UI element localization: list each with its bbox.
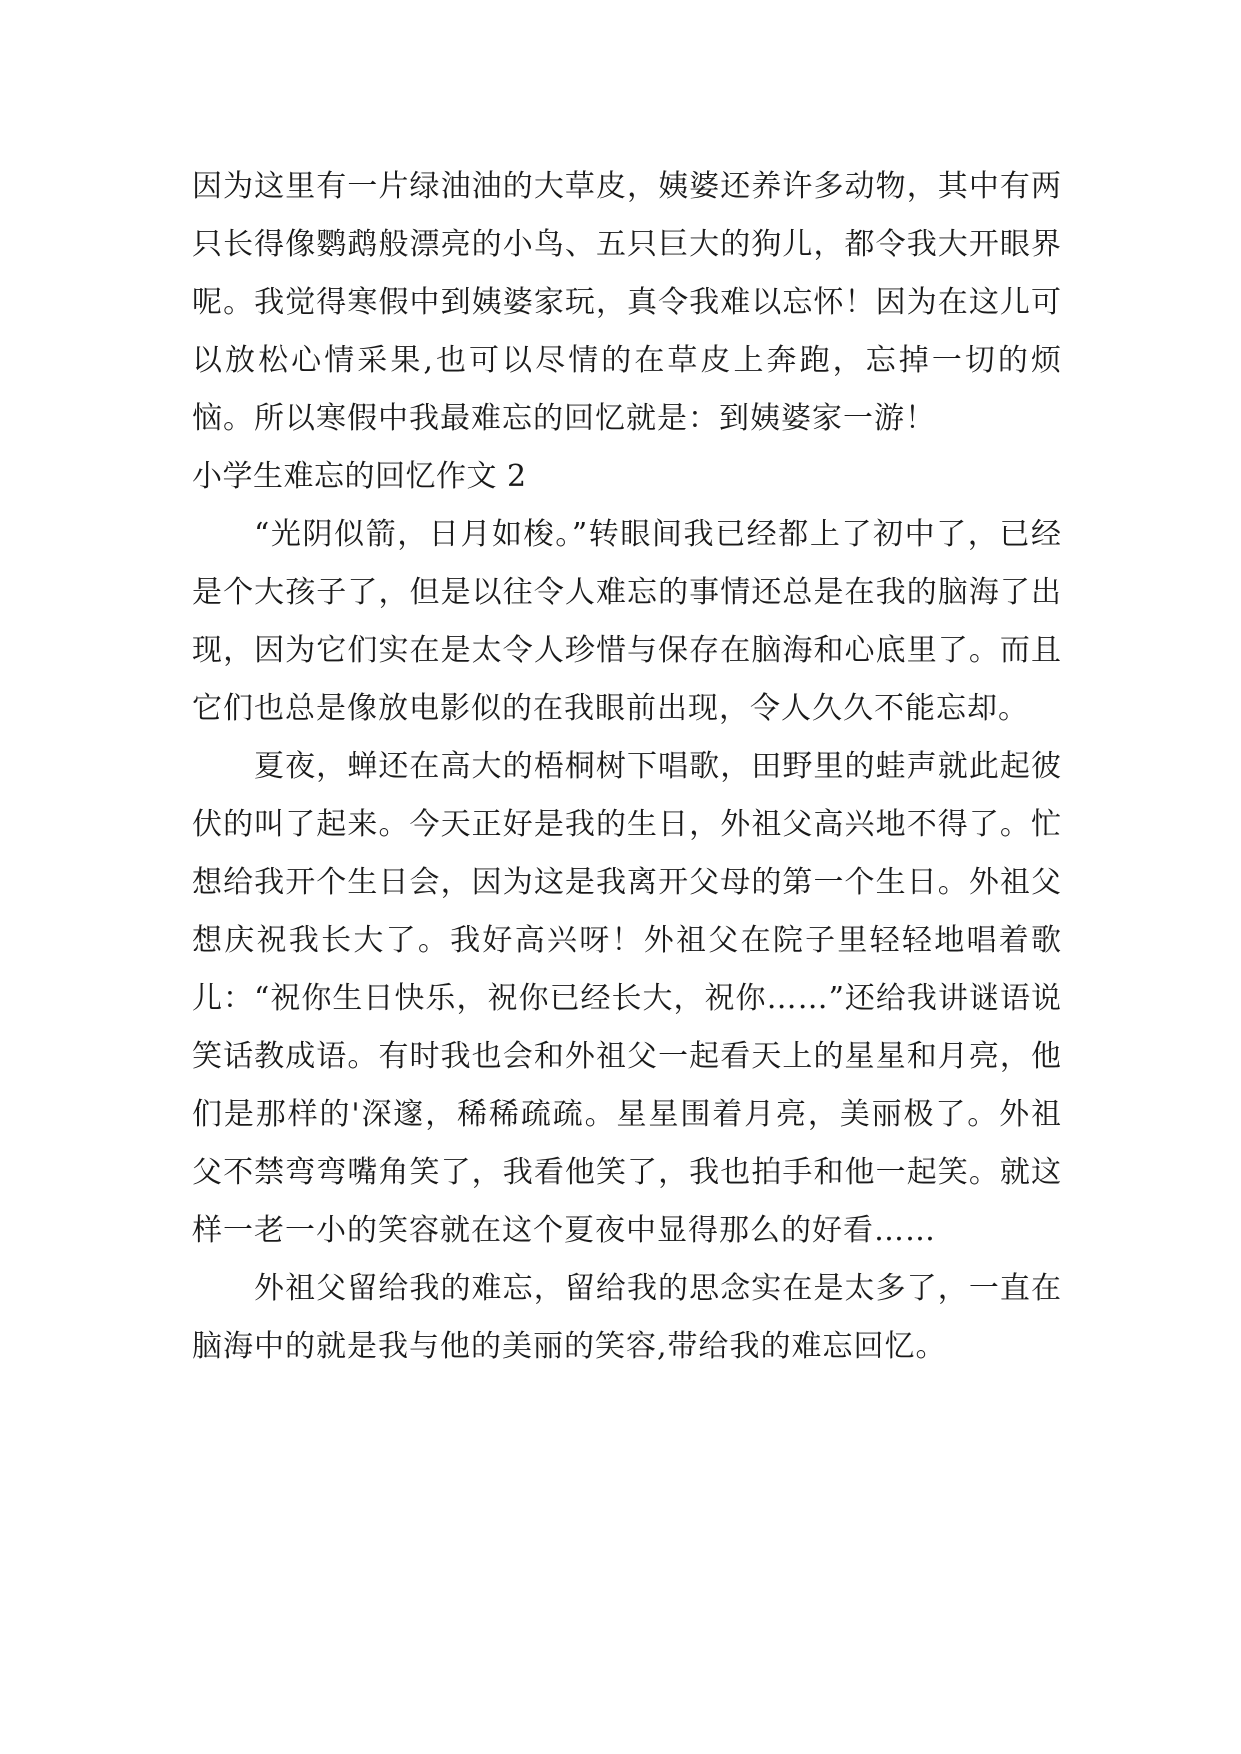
body-paragraph-2: 夏夜，蝉还在高大的梧桐树下唱歌，田野里的蛙声就此起彼伏的叫了起来。今天正好是我的生日，外祖父高兴地不得了。忙想给我开个生日会，因为这是我离开父母的第一个生日。外祖父想庆祝我长大了。我好高兴呀！外祖父在院子里轻轻地唱着歌儿：“祝你生日快乐，祝你已经长大，祝你……”还给我讲谜语说笑话教成语。有时我也会和外祖父一起看天上的星星和月亮，他们是那样的'深邃，稀稀疏疏。星星围着月亮，美丽极了。外祖父不禁弯弯嘴角笑了，我看他笑了，我也拍手和他一起笑。就这样一老一小的笑容就在这个夏夜中显得那么的好看…… [192, 749, 1062, 1248]
body-paragraph-3: 外祖父留给我的难忘，留给我的思念实在是太多了，一直在脑海中的就是我与他的美丽的笑容,带给我的难忘回忆。 [192, 1271, 1062, 1364]
body-paragraph-1: “光阴似箭，日月如梭。”转眼间我已经都上了初中了，已经是个大孩子了，但是以往令人难忘的事情还总是在我的脑海了出现，因为它们实在是太令人珍惜与保存在脑海和心底里了。而且它们也总是像放电影似的在我眼前出现，令人久久不能忘却。 [192, 517, 1062, 726]
document-body [192, 158, 1062, 1376]
opening-paragraph: 因为这里有一片绿油油的大草皮，姨婆还养许多动物，其中有两只长得像鹦鹉般漂亮的小鸟、五只巨大的狗儿，都令我大开眼界呢。我觉得寒假中到姨婆家玩，真令我难以忘怀！因为在这儿可以放松心情采果,也可以尽情的在草皮上奔跑，忘掉一切的烦恼。所以寒假中我最难忘的回忆就是：到姨婆家一游！ [192, 169, 1062, 436]
section-heading: 小学生难忘的回忆作文 2 [192, 459, 527, 494]
